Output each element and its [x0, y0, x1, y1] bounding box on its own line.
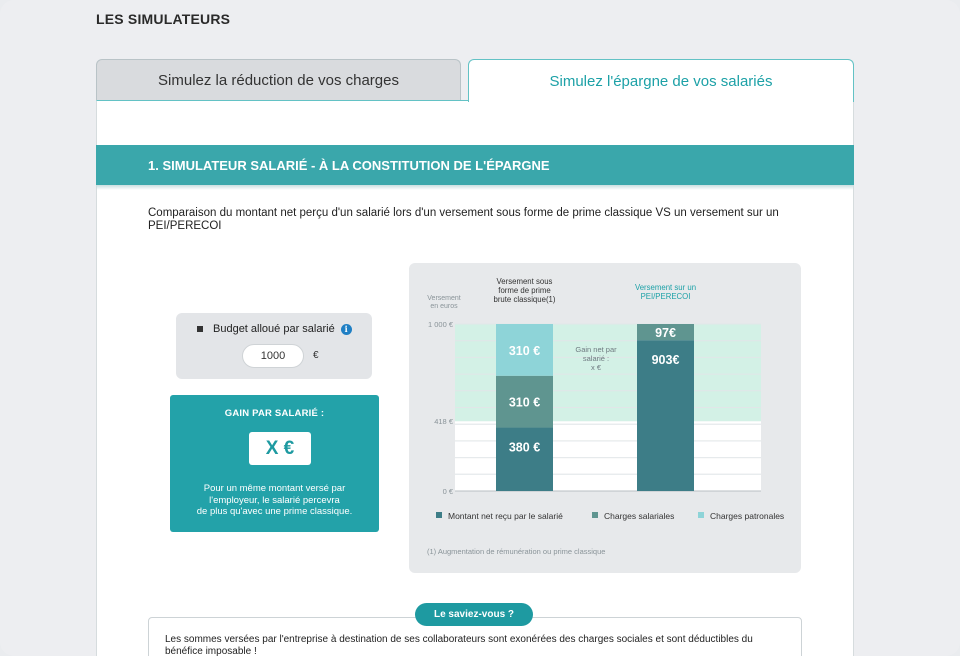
category-label: forme de prime — [498, 286, 551, 295]
bar-value-label: 903€ — [651, 353, 680, 368]
legend-label: Montant net reçu par le salarié — [448, 511, 563, 521]
legend-swatch — [436, 512, 442, 518]
bar-value-label: 380 € — [508, 440, 541, 455]
bar-value-label: 97€ — [655, 326, 676, 341]
gain-annotation: salarié : — [582, 354, 610, 363]
budget-label: Budget alloué par salarié — [213, 323, 335, 335]
gain-value: X € — [249, 432, 311, 465]
comparison-chart — [409, 263, 801, 573]
budget-unit: € — [313, 350, 319, 361]
y-tick-label: 1 000 € — [427, 320, 453, 329]
info-icon[interactable]: i — [341, 324, 352, 335]
budget-input[interactable] — [242, 344, 304, 368]
legend-label: Charges salariales — [604, 511, 675, 521]
tab-reduction-charges[interactable]: Simulez la réduction de vos charges — [96, 59, 461, 101]
budget-box — [176, 313, 372, 379]
bar-value-label: 310 € — [508, 395, 541, 410]
did-you-know-badge: Le saviez-vous ? — [415, 603, 533, 626]
legend-label: Charges patronales — [710, 511, 785, 521]
gain-annotation: Gain net par — [575, 345, 617, 354]
did-you-know-text: Les sommes versées par l'entreprise à destination de ses collaborateurs sont exonérées des charges sociales et sont déductibles du bénéfice imposable ! — [165, 634, 753, 656]
page-title: LES SIMULATEURS — [96, 11, 231, 27]
y-tick-label: 418 € — [434, 417, 453, 427]
category-label: Versement sur un — [634, 283, 697, 292]
chart-footnote: (1) Augmentation de rémunération ou prime classique — [427, 547, 606, 556]
legend-swatch — [592, 512, 598, 518]
budget-label-row — [197, 323, 352, 335]
tab-epargne-salaries[interactable]: Simulez l'épargne de vos salariés — [468, 59, 854, 102]
gain-desc-line: de plus qu'avec une prime classique. — [196, 506, 353, 517]
gain-desc-line: l'employeur, le salarié percevra — [209, 494, 340, 506]
category-label: PEI/PERECOI — [640, 292, 691, 301]
gain-annotation: x € — [590, 363, 602, 372]
gain-description — [170, 483, 379, 518]
y-axis-label: Versement — [427, 295, 461, 302]
y-axis-label: en euros — [430, 303, 458, 310]
bullet-icon — [197, 326, 203, 332]
chart-card — [409, 263, 801, 573]
gain-desc-line: Pour un même montant versé par — [203, 483, 346, 494]
gain-title: GAIN PAR SALARIÉ : — [224, 408, 325, 419]
y-tick-label: 0 € — [442, 487, 453, 496]
category-label: Versement sous — [496, 277, 553, 286]
bar-value-label: 310 € — [508, 343, 541, 358]
legend-swatch — [698, 512, 704, 518]
intro-text: Comparaison du montant net perçu d'un salarié lors d'un versement sous forme de prime classique VS un versement sur un PEI/PERECOI — [148, 207, 779, 232]
gain-box — [170, 395, 379, 532]
bar-segment — [496, 428, 553, 491]
header-shadow — [96, 185, 854, 190]
category-label: brute classique(1) — [493, 295, 556, 304]
simulator-section-header: 1. SIMULATEUR SALARIÉ - À LA CONSTITUTION DE L'ÉPARGNE — [96, 145, 854, 185]
